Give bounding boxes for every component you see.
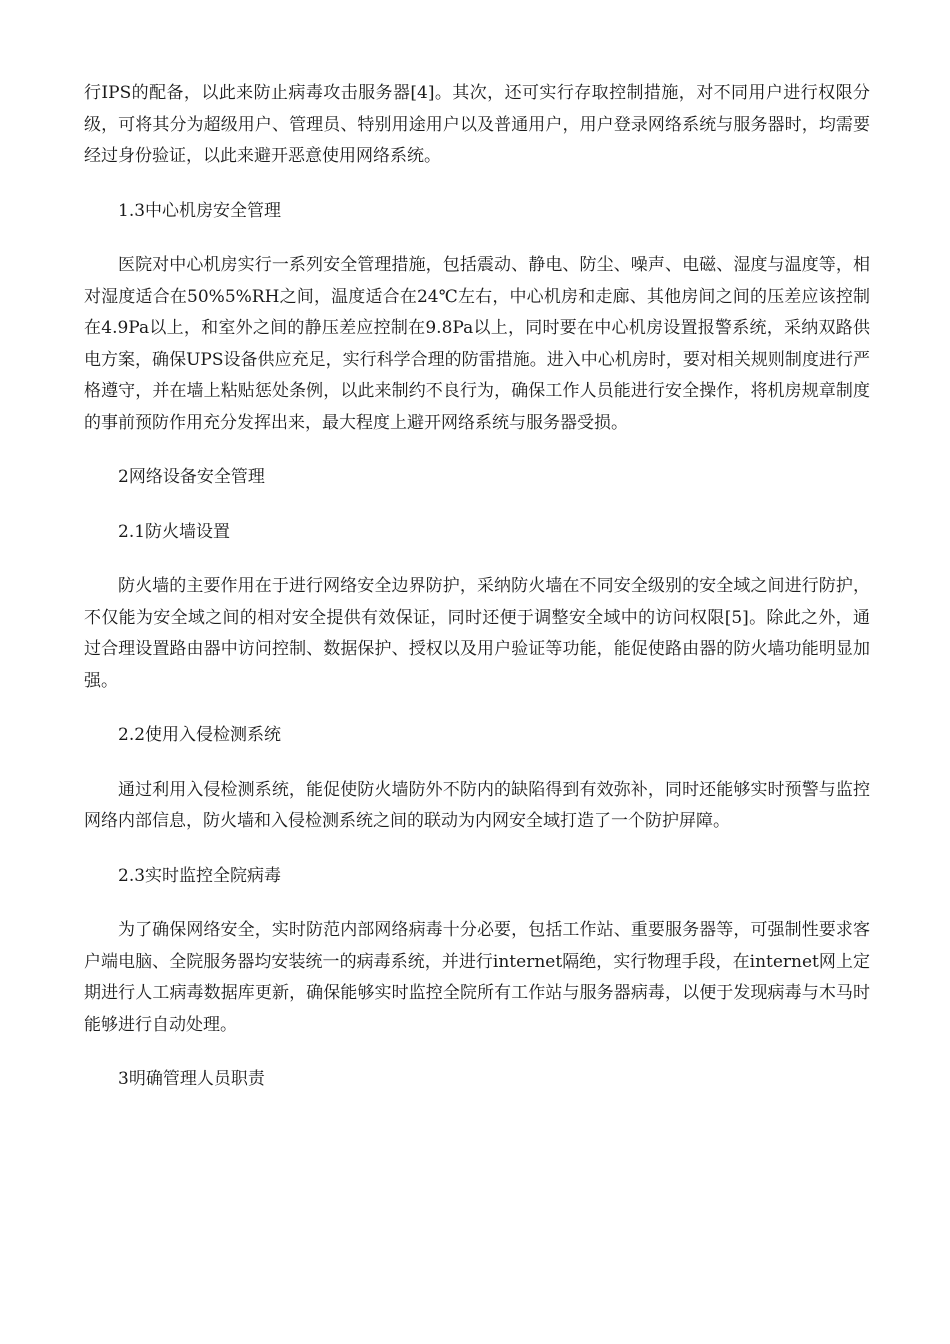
section-heading-2: 2网络设备安全管理 <box>118 467 265 487</box>
section-heading-2-3: 2.3实时监控全院病毒 <box>118 865 282 886</box>
paragraph-virus-monitoring: 为了确保网络安全，实时防范内部网络病毒十分必要，包括工作站、重要服务器等，可强制性要求客户端电脑、全院服务器均安装统一的病毒系统，并进行internet隔绝，实行物理手段，在internet网上定期进行人工病毒数据库更新，确保能够实时监控全院所有工作站与服务器病毒，以便于发现病毒与木马时能够进行自动处理。 <box>84 920 870 1035</box>
section-heading-2-1: 2.1防火墙设置 <box>118 521 231 542</box>
section-heading-2-2: 2.2使用入侵检测系统 <box>118 725 282 745</box>
paragraph-server-room: 医院对中心机房实行一系列安全管理措施，包括震动、静电、防尘、噪声、电磁、湿度与温度等，相对湿度适合在50%5%RH之间，温度适合在24℃左右，中心机房和走廊、其他房间之间的压差应该控制在4.9Pa以上，和室外之间的静压差应控制在9.8Pa以上，同时要在中心机房设置报警系统，采纳双路供电方案，确保UPS设备供应充足，实行科学合理的防雷措施。进入中心机房时，要对相关规则制度进行严格遵守，并在墙上粘贴惩处条例，以此来制约不良行为，确保工作人员能进行安全操作，将机房规章制度的事前预防作用充分发挥出来，最大程度上避开网络系统与服务器受损。 <box>84 255 870 433</box>
document-page <box>84 78 870 1119</box>
paragraph-intrusion-detection: 通过利用入侵检测系统，能促使防火墙防外不防内的缺陷得到有效弥补，同时还能够实时预警与监控网络内部信息，防火墙和入侵检测系统之间的联动为内网安全域打造了一个防护屏障。 <box>84 779 870 831</box>
paragraph-firewall: 防火墙的主要作用在于进行网络安全边界防护，采纳防火墙在不同安全级别的安全域之间进行防护，不仅能为安全域之间的相对安全提供有效保证，同时还便于调整安全域中的访问权限[5]。除此之外，通过合理设置路由器中访问控制、数据保护、授权以及用户验证等功能，能促使路由器的防火墙功能明显加强。 <box>84 576 870 691</box>
section-heading-1-3: 1.3中心机房安全管理 <box>118 200 282 221</box>
section-heading-3: 3明确管理人员职责 <box>118 1069 265 1089</box>
paragraph-access-control: 行IPS的配备，以此来防止病毒攻击服务器[4]。其次，还可实行存取控制措施，对不同用户进行权限分级，可将其分为超级用户、管理员、特别用途用户以及普通用户，用户登录网络系统与服务器时，均需要经过身份验证，以此来避开恶意使用网络系统。 <box>84 83 870 166</box>
